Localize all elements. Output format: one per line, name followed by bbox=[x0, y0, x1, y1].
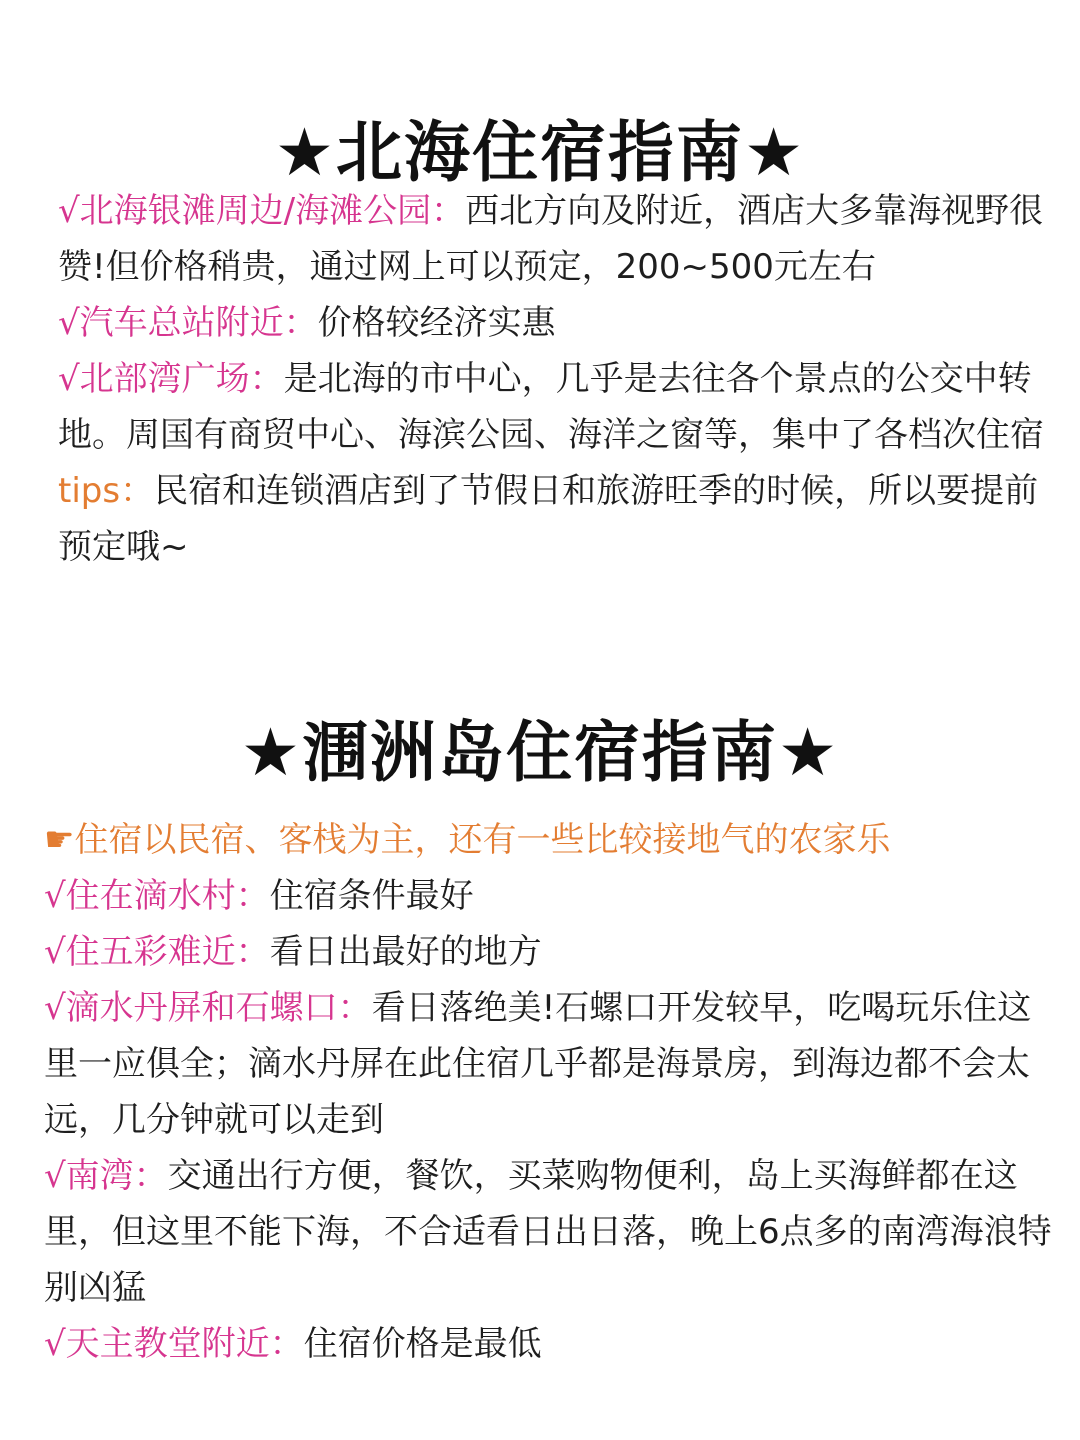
weizhou-item-text: 交通出行方便，餐饮，买菜购物便利，岛上买海鲜都在这里，但这里不能下海，不合适看日出日落，晚上6点多的南湾海浪特别凶猛 bbox=[44, 1156, 1052, 1308]
beihai-item-label: √北部湾广场： bbox=[58, 359, 284, 399]
weizhou-item bbox=[44, 924, 1054, 980]
tips-text: 民宿和连锁酒店到了节假日和旅游旺季的时候，所以要提前预定哦~ bbox=[58, 471, 1039, 567]
weizhou-item-label: √住在滴水村： bbox=[44, 876, 270, 916]
beihai-tips bbox=[58, 463, 1048, 575]
weizhou-item-label: √住五彩难近： bbox=[44, 932, 270, 972]
beihai-item-text: 价格较经济实惠 bbox=[317, 303, 556, 343]
weizhou-item-text: 看日落绝美!石螺口开发较早，吃喝玩乐住这里一应俱全；滴水丹屏在此住宿几乎都是海景房，到海边都不会太远，几分钟就可以走到 bbox=[44, 988, 1032, 1140]
weizhou-intro: ☛住宿以民宿、客栈为主，还有一些比较接地气的农家乐 bbox=[44, 820, 891, 860]
tips-label: tips： bbox=[58, 471, 155, 511]
beihai-item bbox=[58, 295, 1048, 351]
weizhou-section bbox=[44, 812, 1054, 1372]
beihai-item bbox=[58, 351, 1048, 463]
beihai-section bbox=[58, 183, 1048, 575]
weizhou-item-label: √南湾： bbox=[44, 1156, 168, 1196]
beihai-title: ★北海住宿指南★ bbox=[274, 114, 806, 192]
weizhou-item-text: 看日出最好的地方 bbox=[269, 932, 542, 972]
weizhou-item-label: √滴水丹屏和石螺口： bbox=[44, 988, 372, 1028]
weizhou-item-text: 住宿条件最好 bbox=[269, 876, 474, 916]
weizhou-item bbox=[44, 980, 1054, 1148]
beihai-item-text: 西北方向及附近，酒店大多靠海视野很赞!但价格稍贵，通过网上可以预定，200~500元左右 bbox=[58, 191, 1044, 287]
weizhou-item bbox=[44, 1316, 1054, 1372]
weizhou-item bbox=[44, 1148, 1054, 1316]
beihai-item-label: √北海银滩周边/海滩公园： bbox=[58, 191, 466, 231]
weizhou-title: ★涠洲岛住宿指南★ bbox=[240, 714, 840, 792]
weizhou-item-text: 住宿价格是最低 bbox=[303, 1324, 542, 1364]
weizhou-item bbox=[44, 868, 1054, 924]
beihai-item-label: √汽车总站附近： bbox=[58, 303, 318, 343]
weizhou-item-label: √天主教堂附近： bbox=[44, 1324, 304, 1364]
beihai-item bbox=[58, 183, 1048, 295]
beihai-item-text: 是北海的市中心，几乎是去往各个景点的公交中转地。周国有商贸中心、海滨公园、海洋之窗等，集中了各档次住宿 bbox=[58, 359, 1044, 455]
